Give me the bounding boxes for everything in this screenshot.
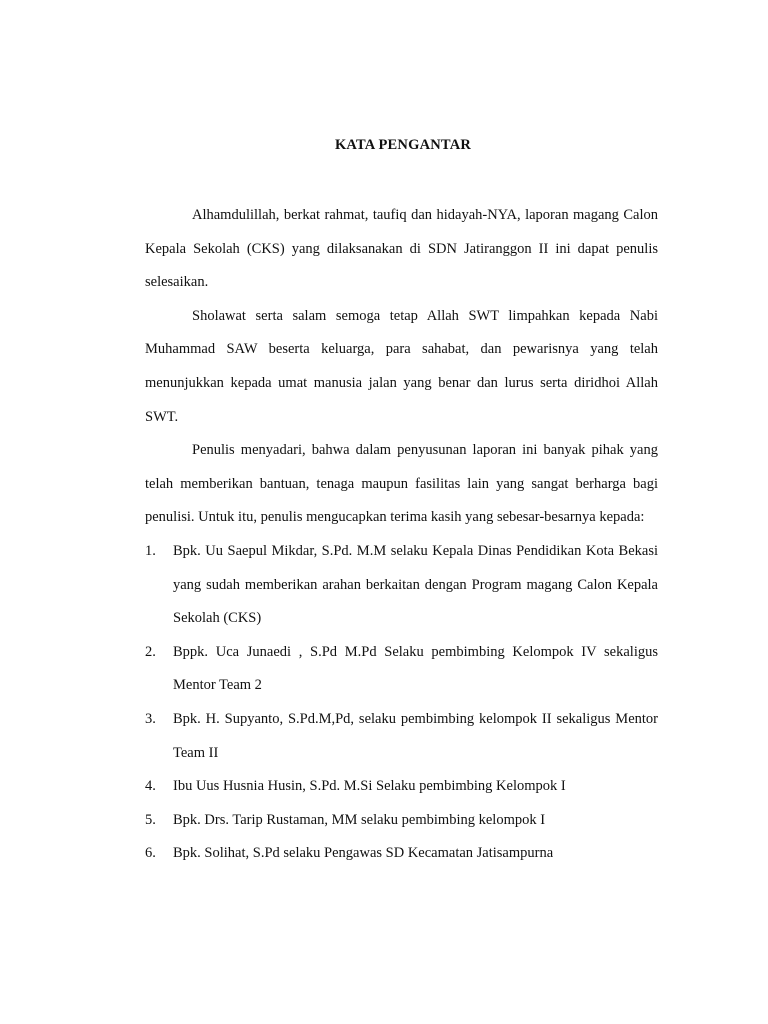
document-body [145,199,658,871]
list-item [145,770,658,804]
list-text: Bpk. Solihat, S.Pd selaku Pengawas SD Kecamatan Jatisampurna [173,845,554,862]
list-item [145,703,658,770]
page-title: KATA PENGANTAR [334,137,472,153]
list-number: 6. [145,845,156,862]
list-number: 4. [145,778,156,795]
list-item [145,804,658,838]
list-item [145,837,658,871]
list-text: Ibu Uus Husnia Husin, S.Pd. M.Si Selaku pembimbing Kelompok I [173,778,566,795]
list-text: Bpk. Uu Saepul Mikdar, S.Pd. M.M selaku Kepala Dinas Pendidikan Kota Bekasi yang sudah memberikan arahan berkaitan dengan Program magang Calon Kepala Sekolah (CKS) [173,542,658,627]
list-number: 2. [145,643,156,660]
list-text: Bpk. H. Supyanto, S.Pd.M,Pd, selaku pembimbing kelompok II sekaligus Mentor Team II [173,710,658,761]
list-number: 3. [145,710,156,727]
paragraph-2: Sholawat serta salam semoga tetap Allah SWT limpahkan kepada Nabi Muhammad SAW beserta keluarga, para sahabat, dan pewarisnya yang telah menunjukkan kepada umat manusia jalan yang benar dan lurus serta diridhoi Allah SWT. [145,307,658,425]
list-number: 5. [145,811,156,828]
list-text: Bpk. Drs. Tarip Rustaman, MM selaku pembimbing kelompok I [173,811,546,828]
paragraph-1: Alhamdulillah, berkat rahmat, taufiq dan hidayah-NYA, laporan magang Calon Kepala Sekolah (CKS) yang dilaksanakan di SDN Jatiranggon II ini dapat penulis selesaikan. [145,207,658,291]
list-text: Bppk. Uca Junaedi , S.Pd M.Pd Selaku pembimbing Kelompok IV sekaligus Mentor Team 2 [173,643,658,694]
list-item [145,535,658,636]
acknowledgement-list [145,535,658,871]
paragraph-3: Penulis menyadari, bahwa dalam penyusunan laporan ini banyak pihak yang telah memberikan bantuan, tenaga maupun fasilitas lain yang sangat berharga bagi penulisi. Untuk itu, penulis mengucapkan terima kasih yang sebesar-besarnya kepada: [145,442,658,526]
list-item [145,636,658,703]
list-number: 1. [145,542,156,559]
